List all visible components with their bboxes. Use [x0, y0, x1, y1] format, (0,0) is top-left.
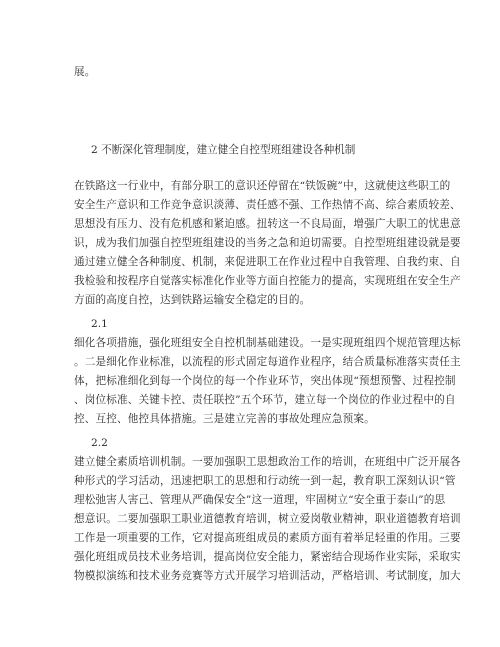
paragraph-line: 识，成为我们加强自控型班组建设的当务之急和迫切需要。自控型班组建设就是要 — [74, 237, 461, 249]
paragraph-line: 物模拟演练和技术业务竞赛等方式开展学习培训活动，严格培训、考试制度，加大 — [74, 570, 461, 582]
paragraph-line: 安全生产意识和工作竞争意识淡薄、责任感不强、工作热情不高、综合素质较差、 — [74, 199, 461, 211]
subsection-2-2-label: 2.2 — [91, 437, 108, 449]
paragraph-line: 建立健全素质培训机制。一要加强职工思想政治工作的培训，在班组中广泛开展各 — [74, 456, 461, 468]
paragraph-line: 在铁路这一行业中，有部分职工的意识还停留在“铁饭碗”中，这就使这些职工的 — [74, 180, 451, 192]
paragraph-line: 方面的高度自控，达到铁路运输安全稳定的目的。 — [74, 294, 311, 306]
paragraph-line: 思想没有压力、没有危机感和紧迫感。扭转这一不良局面，增强广大职工的忧患意 — [74, 218, 461, 230]
paragraph-line: 控、互控、他控具体措施。三是建立完善的事故处理应急预案。 — [74, 413, 375, 425]
paragraph-line: 理松弛害人害己、管理从严确保安全”这一道理，牢固树立“安全重于泰山”的思 — [74, 494, 446, 506]
paragraph-line: 强化班组成员技术业务培训，提高岗位安全能力，紧密结合现场作业实际，采取实 — [74, 551, 461, 563]
paragraph-line: 我检验和按程序自觉落实标准化作业等方面自控能力的提高，实现班组在安全生产 — [74, 275, 461, 287]
subsection-2-1-label: 2.1 — [91, 318, 108, 330]
paragraph-line: 体，把标准细化到每一个岗位的每一个作业环节，突出体现“预想预警、过程控制 — [74, 375, 456, 387]
paragraph-line: 工作是一项重要的工作，它对提高班组成员的素质方面有着举足轻重的作用。三要 — [74, 532, 461, 544]
paragraph-line: 、岗位标准、关键卡控、责任联控”五个环节，建立每一个岗位的作业过程中的自 — [74, 394, 456, 406]
paragraph-line: 。二是细化作业标准，以流程的形式固定每道作业程序，结合质量标准落实责任主 — [74, 356, 461, 368]
paragraph-line: 通过建立健全各种制度、机制，来促进职工在作业过程中自我管理、自我约束、自 — [74, 256, 461, 268]
section-heading: 2 不断深化管理制度，建立健全自控型班组建设各种机制 — [91, 144, 356, 156]
paragraph-line: 想意识。二要加强职工职业道德教育培训，树立爱岗敬业精神，职业道德教育培训 — [74, 513, 461, 525]
paragraph-line: 种形式的学习活动，迅速把职工的思想和行动统一到一起，教育职工深刻认识“管 — [74, 475, 456, 487]
paragraph-line: 细化各项措施，强化班组安全自控机制基础建设。一是实现班组四个规范管理达标 — [74, 337, 461, 349]
continuation-text: 展。 — [74, 66, 96, 78]
